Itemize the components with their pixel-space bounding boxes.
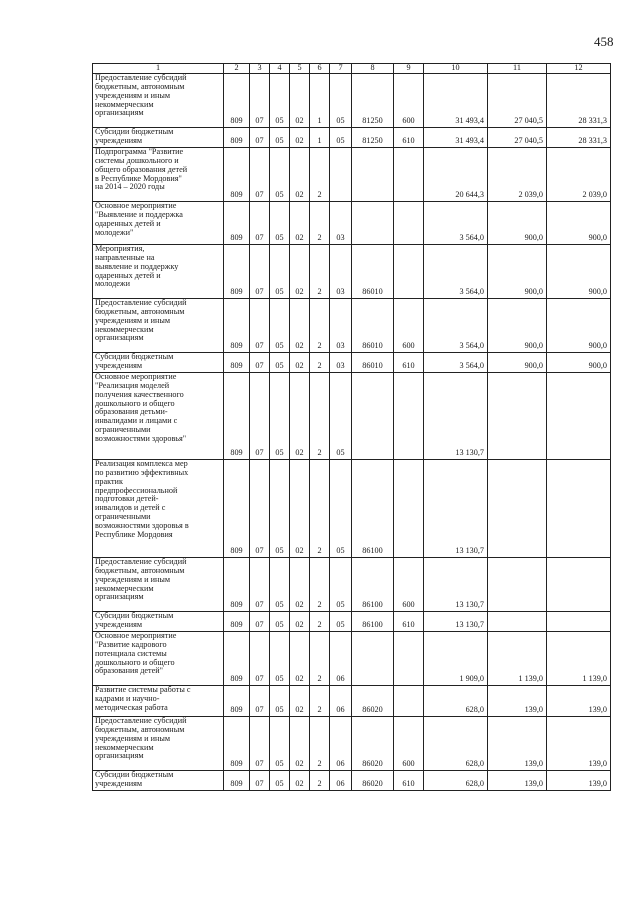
grbs-code-cell: 809: [224, 612, 250, 632]
direction-code-cell: 86100: [352, 460, 394, 558]
row-name-cell: Предоставление субсидий бюджетным, автономным учреждениям и иным некоммерческим организациям: [93, 558, 224, 612]
expense-type-cell: [394, 245, 424, 299]
amount-2016-cell: 900,0: [547, 353, 611, 373]
amount-2014-cell: 3 564,0: [424, 245, 488, 299]
program-code-cell: 02: [290, 373, 310, 460]
table-row: [93, 686, 611, 717]
grbs-code-cell: 809: [224, 148, 250, 202]
amount-2014-cell: 628,0: [424, 771, 488, 791]
subsection-code-cell: 05: [270, 299, 290, 353]
program-code-cell: 02: [290, 74, 310, 128]
program-code-cell: 02: [290, 148, 310, 202]
subprogram-code-cell: 2: [310, 612, 330, 632]
subprogram-code-cell: 2: [310, 558, 330, 612]
expense-type-cell: [394, 460, 424, 558]
section-code-cell: 07: [250, 612, 270, 632]
amount-2015-cell: [488, 558, 547, 612]
amount-2014-cell: 31 493,4: [424, 74, 488, 128]
amount-2015-cell: 139,0: [488, 771, 547, 791]
row-name-cell: Предоставление субсидий бюджетным, автономным учреждениям и иным некоммерческим организациям: [93, 74, 224, 128]
table-row: [93, 771, 611, 791]
section-code-cell: 07: [250, 74, 270, 128]
amount-2016-cell: 1 139,0: [547, 632, 611, 686]
amount-2016-cell: [547, 612, 611, 632]
subsection-code-cell: 05: [270, 612, 290, 632]
expense-type-cell: 610: [394, 353, 424, 373]
table-row: [93, 299, 611, 353]
program-code-cell: 02: [290, 612, 310, 632]
section-code-cell: 07: [250, 299, 270, 353]
header-cell: 7: [330, 64, 352, 74]
subprogram-code-cell: 2: [310, 299, 330, 353]
header-cell: 1: [93, 64, 224, 74]
program-code-cell: 02: [290, 202, 310, 245]
amount-2014-cell: 628,0: [424, 717, 488, 771]
amount-2014-cell: 13 130,7: [424, 558, 488, 612]
amount-2016-cell: 139,0: [547, 717, 611, 771]
subsection-code-cell: 05: [270, 128, 290, 148]
amount-2014-cell: 13 130,7: [424, 373, 488, 460]
program-code-cell: 02: [290, 717, 310, 771]
expense-type-cell: 610: [394, 612, 424, 632]
subsection-code-cell: 05: [270, 686, 290, 717]
section-code-cell: 07: [250, 353, 270, 373]
program-code-cell: 02: [290, 460, 310, 558]
subsection-code-cell: 05: [270, 353, 290, 373]
expense-type-cell: 600: [394, 558, 424, 612]
table-row: [93, 128, 611, 148]
event-code-cell: 05: [330, 460, 352, 558]
amount-2014-cell: 31 493,4: [424, 128, 488, 148]
amount-2015-cell: [488, 612, 547, 632]
subsection-code-cell: 05: [270, 460, 290, 558]
event-code-cell: 06: [330, 771, 352, 791]
event-code-cell: 05: [330, 74, 352, 128]
header-cell: 4: [270, 64, 290, 74]
program-code-cell: 02: [290, 353, 310, 373]
row-name-cell: Субсидии бюджетным учреждениям: [93, 128, 224, 148]
amount-2014-cell: 3 564,0: [424, 202, 488, 245]
program-code-cell: 02: [290, 558, 310, 612]
subsection-code-cell: 05: [270, 148, 290, 202]
event-code-cell: 05: [330, 612, 352, 632]
section-code-cell: 07: [250, 558, 270, 612]
expense-type-cell: [394, 148, 424, 202]
section-code-cell: 07: [250, 128, 270, 148]
direction-code-cell: 81250: [352, 74, 394, 128]
event-code-cell: 05: [330, 373, 352, 460]
header-cell: 3: [250, 64, 270, 74]
row-name-cell: Мероприятия, направленные на выявление и поддержку одаренных детей и молодежи: [93, 245, 224, 299]
amount-2016-cell: 900,0: [547, 245, 611, 299]
amount-2016-cell: [547, 460, 611, 558]
event-code-cell: 06: [330, 717, 352, 771]
program-code-cell: 02: [290, 686, 310, 717]
amount-2015-cell: 900,0: [488, 353, 547, 373]
amount-2016-cell: 900,0: [547, 202, 611, 245]
amount-2014-cell: 3 564,0: [424, 299, 488, 353]
expense-type-cell: 600: [394, 717, 424, 771]
section-code-cell: 07: [250, 245, 270, 299]
page-number: 458: [594, 34, 614, 49]
amount-2015-cell: 139,0: [488, 717, 547, 771]
row-name-cell: Основное мероприятие "Выявление и поддержка одаренных детей и молодежи": [93, 202, 224, 245]
expense-type-cell: [394, 373, 424, 460]
section-code-cell: 07: [250, 717, 270, 771]
amount-2014-cell: 1 909,0: [424, 632, 488, 686]
table-header-row: [93, 64, 611, 74]
amount-2016-cell: 2 039,0: [547, 148, 611, 202]
event-code-cell: 05: [330, 558, 352, 612]
row-name-cell: Субсидии бюджетным учреждениям: [93, 771, 224, 791]
header-cell: 8: [352, 64, 394, 74]
table-row: [93, 558, 611, 612]
direction-code-cell: [352, 373, 394, 460]
amount-2015-cell: 139,0: [488, 686, 547, 717]
direction-code-cell: 86020: [352, 771, 394, 791]
section-code-cell: 07: [250, 460, 270, 558]
grbs-code-cell: 809: [224, 717, 250, 771]
grbs-code-cell: 809: [224, 686, 250, 717]
amount-2014-cell: 3 564,0: [424, 353, 488, 373]
expense-type-cell: 610: [394, 771, 424, 791]
subprogram-code-cell: 2: [310, 373, 330, 460]
direction-code-cell: 86020: [352, 717, 394, 771]
row-name-cell: Предоставление субсидий бюджетным, автономным учреждениям и иным некоммерческим организациям: [93, 299, 224, 353]
event-code-cell: 03: [330, 245, 352, 299]
section-code-cell: 07: [250, 632, 270, 686]
grbs-code-cell: 809: [224, 74, 250, 128]
expense-type-cell: [394, 632, 424, 686]
header-cell: 6: [310, 64, 330, 74]
amount-2015-cell: 2 039,0: [488, 148, 547, 202]
table-body: [93, 64, 611, 791]
program-code-cell: 02: [290, 771, 310, 791]
subsection-code-cell: 05: [270, 632, 290, 686]
grbs-code-cell: 809: [224, 460, 250, 558]
subsection-code-cell: 05: [270, 373, 290, 460]
amount-2016-cell: 28 331,3: [547, 128, 611, 148]
event-code-cell: [330, 148, 352, 202]
direction-code-cell: 81250: [352, 128, 394, 148]
amount-2015-cell: 1 139,0: [488, 632, 547, 686]
subsection-code-cell: 05: [270, 558, 290, 612]
grbs-code-cell: 809: [224, 245, 250, 299]
amount-2014-cell: 13 130,7: [424, 460, 488, 558]
row-name-cell: Субсидии бюджетным учреждениям: [93, 612, 224, 632]
table-row: [93, 717, 611, 771]
expense-type-cell: [394, 686, 424, 717]
amount-2015-cell: 900,0: [488, 299, 547, 353]
event-code-cell: 06: [330, 632, 352, 686]
header-cell: 2: [224, 64, 250, 74]
subprogram-code-cell: 2: [310, 717, 330, 771]
event-code-cell: 03: [330, 353, 352, 373]
table-row: [93, 373, 611, 460]
direction-code-cell: 86100: [352, 612, 394, 632]
grbs-code-cell: 809: [224, 353, 250, 373]
amount-2015-cell: 27 040,5: [488, 128, 547, 148]
direction-code-cell: 86020: [352, 686, 394, 717]
direction-code-cell: [352, 202, 394, 245]
header-cell: 12: [547, 64, 611, 74]
subsection-code-cell: 05: [270, 202, 290, 245]
header-cell: 10: [424, 64, 488, 74]
row-name-cell: Предоставление субсидий бюджетным, автономным учреждениям и иным некоммерческим организациям: [93, 717, 224, 771]
subsection-code-cell: 05: [270, 245, 290, 299]
direction-code-cell: 86010: [352, 245, 394, 299]
table-row: [93, 74, 611, 128]
direction-code-cell: [352, 148, 394, 202]
section-code-cell: 07: [250, 771, 270, 791]
subprogram-code-cell: 2: [310, 202, 330, 245]
subsection-code-cell: 05: [270, 771, 290, 791]
header-cell: 5: [290, 64, 310, 74]
section-code-cell: 07: [250, 373, 270, 460]
amount-2015-cell: [488, 373, 547, 460]
subprogram-code-cell: 2: [310, 353, 330, 373]
row-name-cell: Реализация комплекса мер по развитию эффективных практик предпрофессиональной подготовки детей- инвалидов и детей с ограниченными возможностями здоровья в Республике Мордовия: [93, 460, 224, 558]
grbs-code-cell: 809: [224, 299, 250, 353]
amount-2016-cell: [547, 373, 611, 460]
subprogram-code-cell: 1: [310, 128, 330, 148]
amount-2015-cell: 27 040,5: [488, 74, 547, 128]
amount-2015-cell: [488, 460, 547, 558]
event-code-cell: 03: [330, 299, 352, 353]
table-row: [93, 612, 611, 632]
amount-2014-cell: 13 130,7: [424, 612, 488, 632]
section-code-cell: 07: [250, 148, 270, 202]
expense-type-cell: 600: [394, 299, 424, 353]
expense-type-cell: 600: [394, 74, 424, 128]
subprogram-code-cell: 2: [310, 632, 330, 686]
row-name-cell: Подпрограмма "Развитие системы дошкольного и общего образования детей в Республике Мордовия" на 2014 – 2020 годы: [93, 148, 224, 202]
amount-2016-cell: 139,0: [547, 771, 611, 791]
grbs-code-cell: 809: [224, 373, 250, 460]
amount-2015-cell: 900,0: [488, 202, 547, 245]
row-name-cell: Основное мероприятие "Развитие кадрового потенциала системы дошкольного и общего образования детей": [93, 632, 224, 686]
table-row: [93, 202, 611, 245]
subprogram-code-cell: 2: [310, 148, 330, 202]
direction-code-cell: 86010: [352, 353, 394, 373]
subprogram-code-cell: 2: [310, 460, 330, 558]
row-name-cell: Субсидии бюджетным учреждениям: [93, 353, 224, 373]
row-name-cell: Развитие системы работы с кадрами и научно- методическая работа: [93, 686, 224, 717]
section-code-cell: 07: [250, 202, 270, 245]
row-name-cell: Основное мероприятие "Реализация моделей получения качественного дошкольного и общего образования детьми- инвалидами и лицами с ограниченными возможностями здоровья": [93, 373, 224, 460]
program-code-cell: 02: [290, 299, 310, 353]
program-code-cell: 02: [290, 128, 310, 148]
amount-2014-cell: 628,0: [424, 686, 488, 717]
amount-2016-cell: [547, 558, 611, 612]
amount-2016-cell: 900,0: [547, 299, 611, 353]
subprogram-code-cell: 2: [310, 686, 330, 717]
program-code-cell: 02: [290, 245, 310, 299]
subprogram-code-cell: 2: [310, 245, 330, 299]
program-code-cell: 02: [290, 632, 310, 686]
direction-code-cell: [352, 632, 394, 686]
budget-table: [92, 63, 611, 791]
table-row: [93, 460, 611, 558]
expense-type-cell: [394, 202, 424, 245]
table-row: [93, 148, 611, 202]
amount-2016-cell: 28 331,3: [547, 74, 611, 128]
direction-code-cell: 86010: [352, 299, 394, 353]
grbs-code-cell: 809: [224, 771, 250, 791]
expense-type-cell: 610: [394, 128, 424, 148]
header-cell: 9: [394, 64, 424, 74]
subsection-code-cell: 05: [270, 717, 290, 771]
amount-2014-cell: 20 644,3: [424, 148, 488, 202]
section-code-cell: 07: [250, 686, 270, 717]
table-row: [93, 632, 611, 686]
subprogram-code-cell: 2: [310, 771, 330, 791]
event-code-cell: 05: [330, 128, 352, 148]
grbs-code-cell: 809: [224, 558, 250, 612]
table-row: [93, 353, 611, 373]
subsection-code-cell: 05: [270, 74, 290, 128]
header-cell: 11: [488, 64, 547, 74]
subprogram-code-cell: 1: [310, 74, 330, 128]
amount-2015-cell: 900,0: [488, 245, 547, 299]
amount-2016-cell: 139,0: [547, 686, 611, 717]
event-code-cell: 06: [330, 686, 352, 717]
table-row: [93, 245, 611, 299]
event-code-cell: 03: [330, 202, 352, 245]
grbs-code-cell: 809: [224, 632, 250, 686]
direction-code-cell: 86100: [352, 558, 394, 612]
grbs-code-cell: 809: [224, 202, 250, 245]
grbs-code-cell: 809: [224, 128, 250, 148]
